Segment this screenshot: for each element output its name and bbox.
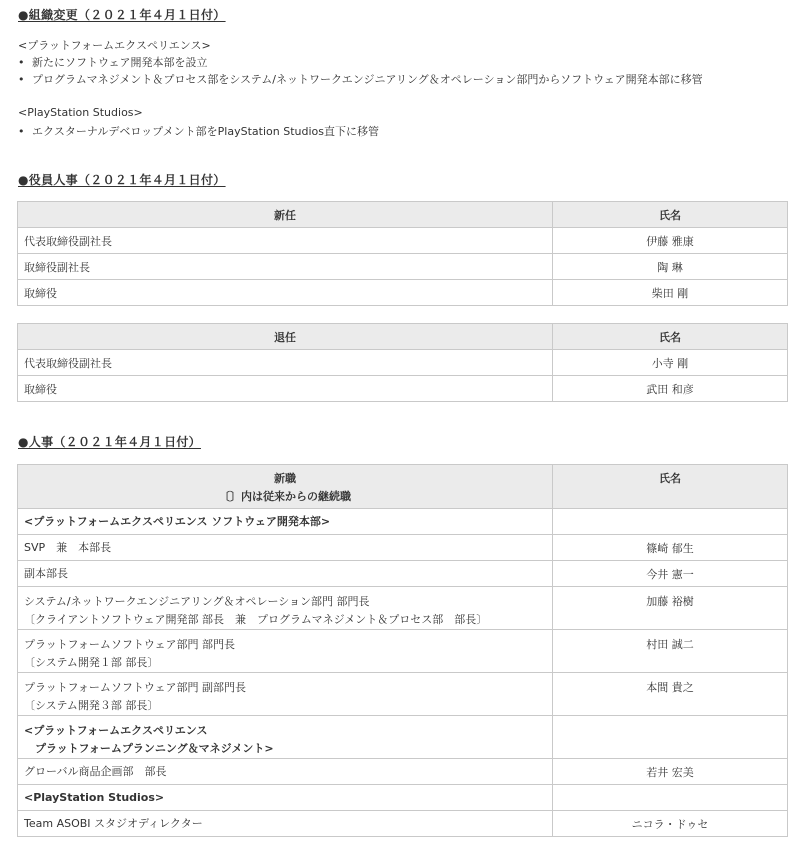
bullet-item	[18, 71, 703, 87]
header-cell-name: 氏名	[553, 202, 788, 228]
name-cell: 加藤 裕樹	[553, 587, 788, 630]
header-line: 新職	[274, 472, 297, 485]
table-row	[18, 811, 788, 837]
table-row	[18, 350, 788, 376]
position-text: Team ASOBI スタジオディレクター	[24, 816, 203, 830]
position-text: 副本部長	[24, 566, 68, 580]
bullet-icon: •	[18, 125, 25, 138]
bullet-text: 新たにソフトウェア開発本部を設立	[32, 56, 208, 69]
section-label: プラットフォームプランニング＆マネジメント>	[24, 742, 274, 755]
position-cell: 取締役副社長	[18, 254, 553, 280]
name-cell: 武田 和彦	[553, 376, 788, 402]
position-note: 〔クライアントソフトウェア開発部 部長 兼 プログラムマネジメント＆プロセス部 部長〕	[24, 613, 488, 626]
table-row	[18, 587, 788, 630]
group-label-platform-experience: <プラットフォームエクスペリエンス>	[18, 39, 211, 52]
position-cell	[18, 587, 553, 630]
section-heading-personnel: ●人事（２０２１年４月１日付）	[18, 435, 201, 449]
position-cell: 代表取締役副社長	[18, 228, 553, 254]
table-row	[18, 561, 788, 587]
section-cell	[18, 716, 553, 759]
name-cell: ニコラ・ドゥセ	[553, 811, 788, 837]
group-label-playstation-studios: <PlayStation Studios>	[18, 106, 143, 119]
header-cell-name: 氏名	[553, 324, 788, 350]
header-cell-new-position	[18, 465, 553, 509]
table-header-row	[18, 465, 788, 509]
position-cell: 代表取締役副社長	[18, 350, 553, 376]
section-heading-executive-appointments: ●役員人事（２０２１年４月１日付）	[18, 173, 226, 187]
header-cell-name: 氏名	[553, 465, 788, 509]
position-cell: 取締役	[18, 280, 553, 306]
name-cell: 村田 誠二	[553, 630, 788, 673]
table-row	[18, 254, 788, 280]
name-cell: 本間 貴之	[553, 673, 788, 716]
section-heading-organization: ●組織変更（２０２１年４月１日付）	[18, 8, 226, 22]
table-header-row	[18, 202, 788, 228]
section-label: <PlayStation Studios>	[24, 790, 165, 804]
position-cell	[18, 811, 553, 837]
bullet-item	[18, 123, 379, 139]
table-row-section	[18, 785, 788, 811]
section-label: <プラットフォームエクスペリエンス ソフトウェア開発本部>	[24, 514, 331, 528]
name-cell: 陶 琳	[553, 254, 788, 280]
table-row	[18, 376, 788, 402]
table-row	[18, 673, 788, 716]
header-cell-retired-position: 退任	[18, 324, 553, 350]
section-cell	[18, 509, 553, 535]
name-cell: 小寺 剛	[553, 350, 788, 376]
name-cell	[553, 716, 788, 759]
bullet-text: エクスターナルデベロップメント部をPlayStation Studios直下に移管	[32, 125, 379, 138]
name-cell: 篠崎 郁生	[553, 535, 788, 561]
position-cell	[18, 630, 553, 673]
position-cell: 取締役	[18, 376, 553, 402]
position-note: 〔システム開発３部 部長〕	[24, 699, 159, 712]
header-cell-new-position: 新任	[18, 202, 553, 228]
header-note: 〔〕内は従来からの継続職	[219, 490, 352, 503]
table-row	[18, 759, 788, 785]
bullet-item	[18, 54, 208, 70]
position-text: システム/ネットワークエンジニアリング＆オペレーション部門 部門長	[24, 595, 370, 608]
bullet-text: プログラムマネジメント＆プロセス部をシステム/ネットワークエンジニアリング＆オペレーション部門からソフトウェア開発本部に移管	[32, 73, 703, 86]
position-cell	[18, 535, 553, 561]
position-text: プラットフォームソフトウェア部門 部門長	[24, 638, 235, 651]
name-cell: 若井 宏美	[553, 759, 788, 785]
name-cell	[553, 785, 788, 811]
position-note: 〔システム開発１部 部長〕	[24, 656, 159, 669]
name-cell: 柴田 剛	[553, 280, 788, 306]
position-text: プラットフォームソフトウェア部門 副部門長	[24, 681, 246, 694]
table-header-row	[18, 324, 788, 350]
table-row	[18, 228, 788, 254]
name-cell: 伊藤 雅康	[553, 228, 788, 254]
position-text: SVP 兼 本部長	[24, 540, 112, 554]
position-cell	[18, 561, 553, 587]
position-cell	[18, 673, 553, 716]
position-cell	[18, 759, 553, 785]
section-cell	[18, 785, 553, 811]
table-row	[18, 535, 788, 561]
name-cell	[553, 509, 788, 535]
position-text: グローバル商品企画部 部長	[24, 764, 167, 778]
table-retirements	[17, 323, 788, 402]
name-cell: 今井 憲一	[553, 561, 788, 587]
table-row	[18, 280, 788, 306]
section-label: <プラットフォームエクスペリエンス	[24, 724, 208, 737]
table-row-section	[18, 716, 788, 759]
table-personnel	[17, 464, 788, 837]
table-new-appointments	[17, 201, 788, 306]
table-row	[18, 630, 788, 673]
bullet-icon: •	[18, 56, 25, 69]
table-row-section	[18, 509, 788, 535]
bullet-icon: •	[18, 73, 25, 86]
